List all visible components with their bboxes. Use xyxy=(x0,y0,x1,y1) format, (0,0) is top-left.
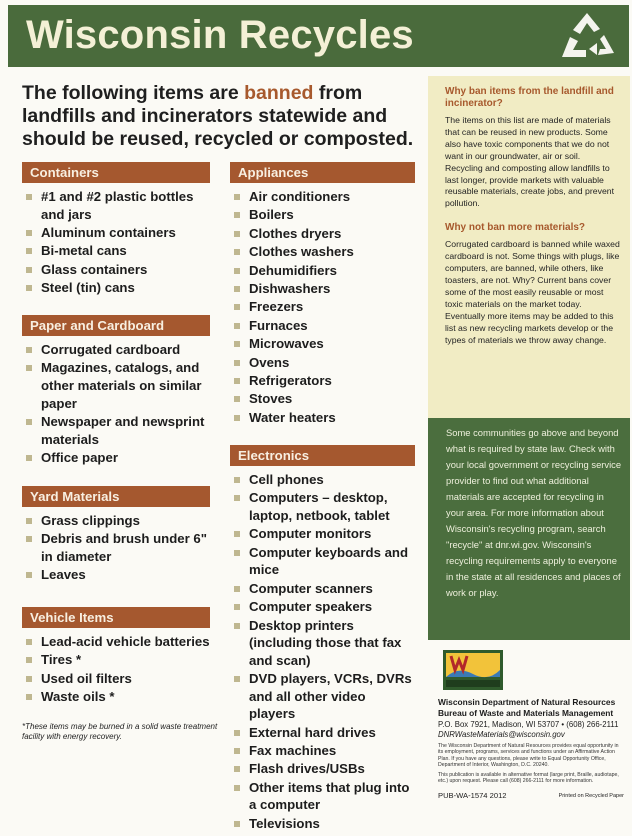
list-item: Grass clippings xyxy=(22,512,210,530)
yard-list xyxy=(22,512,210,584)
address: P.O. Box 7921, Madison, WI 53707 • (608) 266-2111 xyxy=(438,720,619,729)
list-item: Water heaters xyxy=(230,409,415,427)
electronics-section xyxy=(230,445,415,833)
publication-line xyxy=(438,791,624,801)
bureau-name: Bureau of Waste and Materials Management xyxy=(438,707,614,718)
list-item: Computer keyboards and mice xyxy=(230,544,415,579)
appliances-section xyxy=(230,162,415,427)
faq-answer-why-not-more: Corrugated cardboard is banned while waxed cardboard is not. Some things with plugs, like computers, are banned, while others, like toasters, are not. Why? Current bans cover some of the most easily reusable or most toxic materials on the market today. Eventually more items may be added to this list as new recycling markets develop or the types of materials we throw away change. xyxy=(445,239,620,345)
local-info-box: Some communities go above and beyond what is required by state law. Check with your local government or recycling service provider to find out what additional materials are accepted for recycling in your area. For more information about Wisconsin's recycling program, search "recycle" at dnr.wi.gov. Wisconsin's recycling requirements apply to everyone in the state at all residences and places of work or play. xyxy=(428,418,630,640)
list-item: Cell phones xyxy=(230,471,415,489)
recycle-icon xyxy=(556,9,618,65)
faq-question-why-not-more: Why not ban more materials? xyxy=(445,222,586,234)
list-item: Microwaves xyxy=(230,335,415,353)
list-item: Tires * xyxy=(22,651,210,669)
list-item: Computer monitors xyxy=(230,525,415,543)
list-item: Furnaces xyxy=(230,317,415,335)
list-item: Waste oils * xyxy=(22,688,210,706)
list-item: Debris and brush under 6" in diameter xyxy=(22,530,210,565)
list-item: Televisions xyxy=(230,815,415,833)
list-item: Dishwashers xyxy=(230,280,415,298)
recycled-paper-label: Printed on Recycled Paper xyxy=(558,793,624,800)
footer-contact xyxy=(428,640,630,836)
list-item: Other items that plug into a computer xyxy=(230,779,415,814)
yard-heading: Yard Materials xyxy=(22,486,210,507)
paper-list xyxy=(22,341,210,467)
email-address: DNRWasteMaterials@wisconsin.gov xyxy=(438,730,565,739)
list-item: Desktop printers (including those that fax and scan) xyxy=(230,617,415,670)
list-item: Aluminum containers xyxy=(22,224,210,242)
eeo-statement: The Wisconsin Department of Natural Resources provides equal opportunity in its employment, programs, services and functions under an Affirmative Action Plan. If you have any questions, please write to Equal Opportunity Office, Department of Interior, Washington, D.C. 20240. xyxy=(438,743,619,769)
vehicle-section xyxy=(22,607,210,707)
list-item: Ovens xyxy=(230,354,415,372)
faq-question-why-ban: Why ban items from the landfill and incinerator? xyxy=(445,86,614,109)
list-item: Freezers xyxy=(230,298,415,316)
list-item: Dehumidifiers xyxy=(230,262,415,280)
appliances-heading: Appliances xyxy=(230,162,415,183)
list-item: Refrigerators xyxy=(230,372,415,390)
alt-format-statement: This publication is available in alternative format (large print, Braille, audiotape, etc.) upon request. Please call (608) 266-2111 for more information. xyxy=(438,771,619,785)
page-title: Wisconsin Recycles xyxy=(26,13,414,57)
list-item: Boilers xyxy=(230,206,415,224)
list-item: DVD players, VCRs, DVRs and all other video players xyxy=(230,670,415,723)
vehicle-list xyxy=(22,633,210,706)
vehicle-heading: Vehicle Items xyxy=(22,607,210,628)
electronics-list xyxy=(230,471,415,832)
list-item: Used oil filters xyxy=(22,670,210,688)
yard-section xyxy=(22,486,210,585)
intro-banned-word: banned xyxy=(244,82,314,104)
list-item: Bi-metal cans xyxy=(22,242,210,260)
list-item: Newspaper and newsprint materials xyxy=(22,413,210,448)
faq-answer-why-ban: The items on this list are made of materials that can be reused in new products. Some also have toxic components that we do not want in our groundwater, air or soil. Recycling and composting allow landfills to last longer, provide markets with valuable reusable materials, create jobs, and prevent pollution. xyxy=(445,115,615,209)
dept-name: Wisconsin Department of Natural Resources xyxy=(438,697,616,707)
list-item: #1 and #2 plastic bottles and jars xyxy=(22,188,210,223)
list-item: Office paper xyxy=(22,449,210,467)
containers-list xyxy=(22,188,210,297)
list-item: Clothes dryers xyxy=(230,225,415,243)
list-item: Stoves xyxy=(230,390,415,408)
intro-text-start: The following items are xyxy=(22,82,245,104)
list-item: Leaves xyxy=(22,566,210,584)
list-item: Computer scanners xyxy=(230,580,415,598)
appliances-list xyxy=(230,188,415,426)
list-item: Corrugated cardboard xyxy=(22,341,210,359)
list-item: Computers – desktop, laptop, netbook, tablet xyxy=(230,489,415,524)
list-item: Clothes washers xyxy=(230,243,415,261)
list-item: Fax machines xyxy=(230,742,415,760)
list-item: Flash drives/USBs xyxy=(230,760,415,778)
list-item: Air conditioners xyxy=(230,188,415,206)
containers-heading: Containers xyxy=(22,162,210,183)
list-item: Magazines, catalogs, and other materials on similar paper xyxy=(22,359,210,412)
containers-section xyxy=(22,162,210,298)
list-item: Steel (tin) cans xyxy=(22,279,210,297)
intro-text-end: from landfills and incinerators statewide and should be reused, recycled or composted. xyxy=(22,82,414,150)
list-item: Lead-acid vehicle batteries xyxy=(22,633,210,651)
paper-heading: Paper and Cardboard xyxy=(22,315,210,336)
faq-sidebar xyxy=(428,76,630,418)
title-banner xyxy=(8,5,629,67)
intro-statement xyxy=(22,82,422,151)
list-item: External hard drives xyxy=(230,724,415,742)
footnote: *These items may be burned in a solid waste treatment facility with energy recovery. xyxy=(22,722,218,741)
electronics-heading: Electronics xyxy=(230,445,415,466)
wdnr-logo-icon xyxy=(443,650,503,690)
list-item: Computer speakers xyxy=(230,598,415,616)
paper-section xyxy=(22,315,210,467)
list-item: Glass containers xyxy=(22,261,210,279)
publication-number: PUB-WA-1574 2012 xyxy=(438,791,507,801)
